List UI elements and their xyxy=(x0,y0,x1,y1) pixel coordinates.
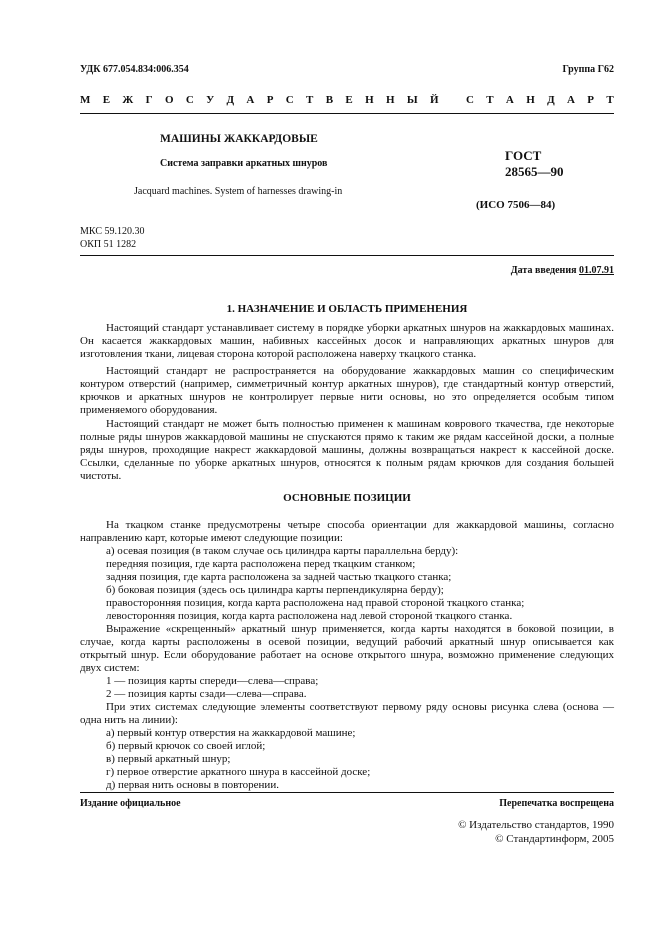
banner-letter: Д xyxy=(226,94,235,106)
banner-letter: А xyxy=(246,94,255,106)
introduction-date xyxy=(511,265,614,276)
banner-letter: Н xyxy=(526,94,535,106)
interstate-standard-banner xyxy=(80,94,614,106)
banner-letter: М xyxy=(80,94,91,106)
banner-letter: Д xyxy=(547,94,555,106)
banner-letter: Т xyxy=(486,94,494,106)
okp-code: ОКП 51 1282 xyxy=(80,238,137,250)
document-subtitle: Система заправки аркатных шнуров xyxy=(160,158,328,169)
banner-letter: С xyxy=(465,94,474,106)
mks-code: МКС 59.120.30 xyxy=(80,226,145,237)
banner-letter: Н xyxy=(365,94,374,106)
section-1-paragraph-2: Настоящий стандарт не распространяется на оборудование жаккардовых машин со специфическим контуром отверстий (например, симметричный контур аркатных шнуров), где стандартный контур отверстий, крючков и аркатных шнуров не контролирует первые нити основы, но это определяется особым типом применяемого оборудования. xyxy=(80,365,614,416)
footer-rule xyxy=(80,792,614,793)
classification-codes xyxy=(80,226,144,252)
list-item: передняя позиция, где карта расположена перед ткацким станком; xyxy=(106,558,416,570)
list-item: а) осевая позиция (в таком случае ось цилиндра карты параллельна берду): xyxy=(106,545,459,557)
list-item: в) первый аркатный шнур; xyxy=(106,753,231,765)
list-item: левосторонняя позиция, когда карта расположена над левой стороной ткацкого станка. xyxy=(106,610,513,622)
codes-rule xyxy=(80,255,614,256)
section-1-paragraph-1: Настоящий стандарт устанавливает систему в порядке уборки аркатных шнуров на жаккардовых машинах. Он касается жаккардовых машин, набивных кассейных досок и направляющих аркатных шнуров для изготовления ткани, лицевая сторона которой расположена наверху ткацкого станка. xyxy=(80,322,614,360)
reprint-prohibited-label: Перепечатка воспрещена xyxy=(499,798,614,809)
banner-letter: Н xyxy=(385,94,395,106)
document-title: МАШИНЫ ЖАККАРДОВЫЕ xyxy=(160,133,318,145)
list-item: г) первое отверстие аркатного шнура в кассейной доске; xyxy=(106,766,371,778)
banner-letter: Т xyxy=(306,94,314,106)
banner-letter: О xyxy=(164,94,174,106)
elements-list xyxy=(106,727,614,792)
banner-letter: А xyxy=(505,94,514,106)
banner-letter: Е xyxy=(345,94,353,106)
list-item: а) первый контур отверстия на жаккардовой машине; xyxy=(106,727,356,739)
banner-letter: В xyxy=(325,94,334,106)
udk-code: УДК 677.054.834:006.354 xyxy=(80,64,189,75)
banner-letter: У xyxy=(206,94,215,106)
banner-letter: Р xyxy=(266,94,274,106)
header-rule xyxy=(80,113,614,114)
section-2-paragraph-2: Выражение «скрещенный» аркатный шнур применяется, когда карты находятся в боковой позиции, в случае, когда карты расположены в осевой позиции, ведущий рабочий аркатный шнур описывается как открытый шнур. Если оборудование работает на основе открытого шнура, возможно применение следующих двух систем: xyxy=(80,623,614,674)
section-1-paragraph-3: Настоящий стандарт не может быть полностью применен к машинам коврового ткачества, где некоторые полные ряды шнуров жаккардовой машины не спускаются прямо к таким же рядам кассейной доски, а полные ряды шнуров, проходящие накрест жаккардовой машины, должны возвращаться накрест к кассейной доске. Ссылки, сделанные по уборке аркатных шнуров, относятся к полным рядам крючков для создания большей чистоты. xyxy=(80,418,614,482)
banner-letter: А xyxy=(566,94,575,106)
banner-letter: Р xyxy=(587,94,594,106)
list-item: 1 — позиция карты спереди—слева—справа; xyxy=(106,675,319,687)
list-item: б) первый крючок со своей иглой; xyxy=(106,740,266,752)
list-item: д) первая нить основы в повторении. xyxy=(106,779,279,791)
list-item: 2 — позиция карты сзади—слева—справа. xyxy=(106,688,307,700)
gost-number xyxy=(505,148,564,181)
introduction-date-value: 01.07.91 xyxy=(579,265,614,276)
section-2-heading: ОСНОВНЫЕ ПОЗИЦИИ xyxy=(283,492,411,504)
banner-letter: С xyxy=(285,94,294,106)
introduction-date-label: Дата введения xyxy=(510,265,577,276)
group-code: Группа Г62 xyxy=(562,64,614,75)
copyright-block xyxy=(458,818,614,846)
banner-letter: С xyxy=(185,94,194,106)
banner-letter: Ж xyxy=(122,94,134,106)
list-item: б) боковая позиция (здесь ось цилиндра карты перпендикулярна берду); xyxy=(106,584,444,596)
gost-label: ГОСТ xyxy=(505,148,542,163)
official-edition-label: Издание официальное xyxy=(80,798,181,809)
list-item: правосторонняя позиция, когда карта расположена над правой стороной ткацкого станка; xyxy=(106,597,525,609)
banner-letter: Ы xyxy=(406,94,418,106)
list-item: задняя позиция, где карта расположена за задней частью ткацкого станка; xyxy=(106,571,452,583)
banner-letter: Е xyxy=(102,94,111,106)
copyright-line-2: © Стандартинформ, 2005 xyxy=(495,833,614,845)
banner-letter: Г xyxy=(145,94,153,106)
banner-letter: Т xyxy=(606,94,614,106)
positions-list xyxy=(106,545,614,623)
gost-code: 28565—90 xyxy=(505,164,564,180)
copyright-line-1: © Издательство стандартов, 1990 xyxy=(458,819,614,831)
banner-letter xyxy=(451,94,454,106)
english-title: Jacquard machines. System of harnesses drawing-in xyxy=(134,186,343,197)
section-2-paragraph-1: На ткацком станке предусмотрены четыре способа ориентации для жаккардовой машины, согласно направлению карт, которые имеют следующие позиции: xyxy=(80,519,614,544)
banner-letter: Й xyxy=(429,94,439,106)
iso-reference: (ИСО 7506—84) xyxy=(476,199,556,211)
section-1-heading: 1. НАЗНАЧЕНИЕ И ОБЛАСТЬ ПРИМЕНЕНИЯ xyxy=(226,303,468,315)
section-2-paragraph-3: При этих системах следующие элементы соответствуют первому ряду основы рисунка слева (основа — одна нить на линии): xyxy=(80,701,614,726)
systems-list xyxy=(106,675,614,701)
